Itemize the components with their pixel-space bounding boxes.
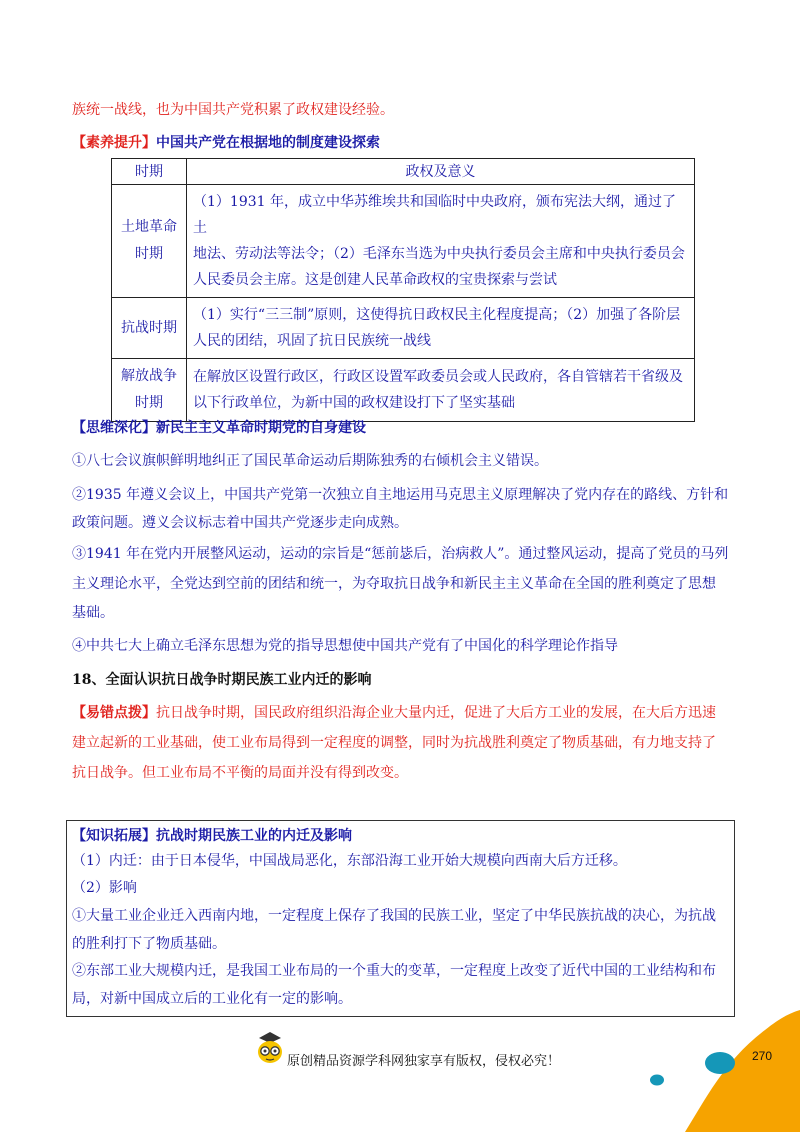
suyang-heading [72,133,732,154]
content-text: 以下行政单位，为新中国的政权建设打下了坚实基础 [193,395,515,411]
period-text: 时期 [135,246,163,262]
content-text: 地法、劳动法等法令；（2）毛泽东当选为中央执行委员会主席和中央执行委员会 [193,246,685,262]
table-row [112,359,695,422]
page-number: 270 [752,1049,773,1063]
content-text: 人民的团结，巩固了抗日民族统一战线 [193,333,431,349]
period-cell [112,359,187,422]
mascot-logo-icon [256,1030,284,1064]
content-text: 在解放区设置行政区，行政区设置军政委员会或人民政府，各自管辖若干省级及 [193,369,683,385]
siwei-line: ③1941 年在党内开展整风运动，运动的宗旨是“惩前毖后，治病救人”。通过整风运动，提高了党员的马列 [72,546,729,562]
siwei-title: 新民主主义革命时期党的自身建设 [156,420,366,436]
zhishi-line: （1）内迁：由于日本侵华，中国战局恶化，东部沿海工业开始大规模向西南大后方迁移。 [72,853,627,869]
content-cell [187,185,695,298]
siwei-line: 基础。 [72,605,114,621]
siwei-line: ④中共七大上确立毛泽东思想为党的指导思想使中国共产党有了中国化的科学理论作指导 [72,638,618,654]
table-header-row [112,159,695,185]
period-cell [112,298,187,359]
zhishi-line: 的胜利打下了物质基础。 [72,936,226,952]
table-row [112,298,695,359]
suyang-title: 中国共产党在根据地的制度建设探索 [156,135,380,151]
zhishi-heading [72,826,732,847]
content-text: （1）实行“三三制”原则，这使得抗日政权民主化程度提高；（2）加强了各阶层 [193,307,681,323]
yicuo-line: 抗日战争。但工业布局不平衡的局面并没有得到改变。 [72,765,408,781]
zhishi-line: （2）影响 [72,880,137,896]
siwei-line: ①八七会议旗帜鲜明地纠正了国民革命运动后期陈独秀的右倾机会主义错误。 [72,453,548,469]
period-text: 解放战争 [121,368,177,384]
siwei-line: 政策问题。遵义会议标志着中国共产党逐步走向成熟。 [72,515,408,531]
siwei-tag: 【思维深化】 [72,420,156,436]
header-content: 政权及意义 [187,159,695,185]
content-text: （1）1931 年，成立中华苏维埃共和国临时中央政府，颁布宪法大纲，通过了土 [193,194,676,236]
section-18-heading: 18、全面认识抗日战争时期民族工业内迁的影响 [72,672,372,688]
teal-small-dot-decoration [648,1073,666,1087]
table-row [112,185,695,298]
yicuo-line: 建立起新的工业基础，使工业布局得到一定程度的调整，同时为抗战胜利奠定了物质基础，有力地支持了 [72,735,716,751]
system-table [111,158,695,422]
period-cell [112,185,187,298]
siwei-line: ②1935 年遵义会议上，中国共产党第一次独立自主地运用马克思主义原理解决了党内存在的路线、方针和 [72,487,729,503]
siwei-heading [72,418,732,439]
content-cell [187,359,695,422]
suyang-tag: 【素养提升】 [72,135,156,151]
teal-dot-decoration [700,1048,740,1078]
content-text: 人民委员会主席。这是创建人民革命政权的宝贵探索与尝试 [193,272,557,288]
zhishi-line: ①大量工业企业迁入西南内地，一定程度上保存了我国的民族工业，坚定了中华民族抗战的决心，为抗战 [72,908,716,924]
siwei-line: 主义理论水平，全党达到空前的团结和统一，为夺取抗日战争和新民主主义革命在全国的胜利奠定了思想 [72,576,716,592]
yicuo-tag: 【易错点拨】 [72,705,156,721]
zhishi-line: 局，对新中国成立后的工业化有一定的影响。 [72,991,352,1007]
content-cell [187,298,695,359]
zhishi-title: 抗战时期民族工业的内迁及影响 [156,828,352,844]
zhishi-line: ②东部工业大规模内迁，是我国工业布局的一个重大的变革，一定程度上改变了近代中国的工业结构和布 [72,963,716,979]
copyright-footer: 原创精品资源学科网独家享有版权，侵权必究！ [287,1054,561,1069]
period-text: 土地革命 [121,219,177,235]
intro-line: 族统一战线，也为中国共产党积累了政权建设经验。 [72,102,394,118]
yicuo-line [72,703,732,724]
yicuo-text: 抗日战争时期，国民政府组织沿海企业大量内迁，促进了大后方工业的发展，在大后方迅速 [156,705,716,721]
period-text: 时期 [135,395,163,411]
zhishi-tag: 【知识拓展】 [72,828,156,844]
header-period: 时期 [112,159,187,185]
period-text: 抗战时期 [121,319,177,336]
